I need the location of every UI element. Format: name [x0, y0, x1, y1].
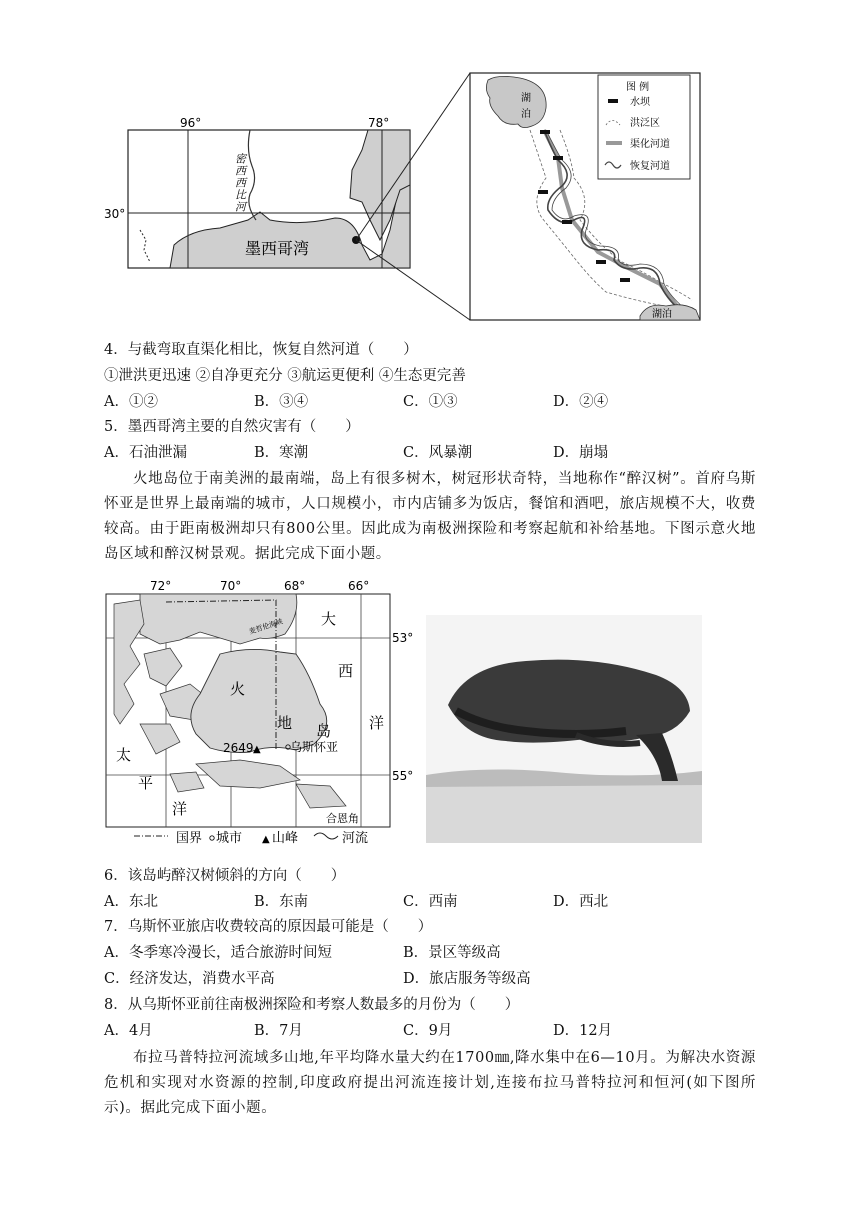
lat-53-label: 53°	[392, 631, 414, 645]
lon-68-label: 68°	[284, 579, 306, 593]
lon-70-label: 70°	[220, 579, 242, 593]
drunken-tree-photo	[426, 615, 702, 843]
strait-label: 麦哲伦海峡	[248, 617, 284, 636]
q8-options	[104, 1021, 784, 1041]
gulf-label: 墨西哥湾	[245, 239, 310, 258]
q4-stem: 4．与截弯取直渠化相比，恢复自然河道（ ）	[104, 342, 418, 358]
passage-brahmaputra: 布拉马普特拉河流域多山地,年平均降水量大约在1700㎜,降水集中在6—10月。为解决水资源危机和实现对水资源的控制,印度政府提出河流连接计划,连接布拉马普特拉河和恒河(如下图所示)。据此完成下面小题。	[104, 1050, 756, 1116]
lon-78-label: 78°	[368, 116, 390, 130]
q5-option-d[interactable]: D．崩塌	[553, 445, 609, 461]
pacific-yang: 洋	[172, 800, 188, 818]
q6-option-b[interactable]: B．东南	[254, 894, 309, 910]
q4-option-b[interactable]: B．③④	[254, 394, 309, 410]
q7-options-row2	[104, 969, 784, 989]
lake-bottom-label: 湖泊	[652, 309, 672, 320]
legend-channel: 渠化河道	[630, 139, 670, 150]
pacific-ping: 平	[138, 774, 154, 792]
lat-55-label: 55°	[392, 769, 414, 783]
q8-option-c[interactable]: C．9月	[403, 1023, 453, 1039]
q7-stem: 7．乌斯怀亚旅店收费较高的原因最可能是（ ）	[104, 919, 433, 935]
q8-option-d[interactable]: D．12月	[553, 1023, 613, 1039]
q6-stem: 6．该岛屿醉汉树倾斜的方向（ ）	[104, 868, 346, 884]
q5-option-c[interactable]: C．风暴潮	[403, 445, 473, 461]
legend-city-icon	[210, 836, 214, 840]
q4-option-d[interactable]: D．②④	[553, 394, 609, 410]
passage-tierra-del-fuego: 火地岛位于南美洲的最南端，岛上有很多树木，树冠形状奇特，当地称作“醉汉树”。首府乌斯怀亚是世界上最南端的城市，人口规模小，市内店铺多为饭店，餐馆和酒吧，旅店规模不大，收费较高。由于距南极洲却只有800公里。因此成为南极洲探险和考察起航和补给基地。下图示意火地岛区域和醉汉树景观。据此完成下面小题。	[104, 471, 756, 562]
city-label: 乌斯怀亚	[290, 740, 339, 754]
q7-options-row1	[104, 943, 784, 963]
river-label	[233, 153, 247, 213]
q4-options	[104, 392, 784, 412]
island-dao: 岛	[316, 722, 332, 740]
legend-river-icon	[314, 833, 338, 839]
atlantic-xi: 西	[338, 662, 354, 680]
gulf-of-mexico-map	[100, 70, 720, 328]
q6-option-a[interactable]: A．东北	[104, 894, 158, 910]
q5-option-a[interactable]: A．石油泄漏	[104, 445, 187, 461]
legend-dam: 水坝	[630, 97, 650, 108]
peak-label: 2649	[223, 741, 254, 755]
q4-items: ①泄洪更迅速 ②自净更充分 ③航运更便利 ④生态更完善	[104, 368, 466, 384]
q5-option-b[interactable]: B．寒潮	[254, 445, 309, 461]
q5-stem: 5．墨西哥湾主要的自然灾害有（ ）	[104, 419, 360, 435]
q7-option-d[interactable]: D．旅店服务等级高	[403, 971, 531, 987]
island-di: 地	[277, 714, 293, 732]
cape-label: 合恩角	[326, 812, 359, 825]
river-label-text: 密西西比河	[233, 153, 247, 213]
lon-72-label: 72°	[150, 579, 172, 593]
atlantic-da: 大	[321, 610, 337, 628]
legend-border: 国界	[176, 831, 203, 846]
legend-river: 河流	[342, 831, 369, 846]
peak-icon: ▲	[253, 744, 261, 755]
legend-peak-icon: ▲	[262, 834, 270, 845]
q7-option-c[interactable]: C．经济发达，消费水平高	[104, 971, 275, 987]
legend-title: 图 例	[626, 82, 650, 93]
legend-city: 城市	[216, 831, 243, 846]
q4-option-a[interactable]: A．①②	[104, 394, 158, 410]
lon-96-label: 96°	[180, 116, 202, 130]
q6-option-c[interactable]: C．西南	[403, 894, 458, 910]
q7-option-b[interactable]: B．景区等级高	[403, 945, 501, 961]
q8-option-a[interactable]: A．4月	[104, 1023, 153, 1039]
q8-stem: 8．从乌斯怀亚前往南极洲探险和考察人数最多的月份为（ ）	[104, 997, 520, 1013]
q5-options	[104, 443, 784, 463]
q6-option-d[interactable]: D．西北	[553, 894, 609, 910]
legend-restored: 恢复河道	[630, 161, 670, 172]
island-huo: 火	[230, 680, 246, 698]
q6-options	[104, 892, 784, 912]
pacific-tai: 太	[116, 746, 132, 764]
q7-option-a[interactable]: A．冬季寒冷漫长，适合旅游时间短	[104, 945, 332, 961]
q4-option-c[interactable]: C．①③	[403, 394, 458, 410]
legend-flood: 洪泛区	[630, 118, 660, 129]
lake-top-label: 湖泊	[518, 92, 530, 124]
atlantic-yang: 洋	[369, 714, 385, 732]
q8-option-b[interactable]: B．7月	[254, 1023, 303, 1039]
legend-peak: 山峰	[272, 831, 299, 846]
lon-66-label: 66°	[348, 579, 370, 593]
lat-30-label: 30°	[104, 207, 126, 221]
tierra-del-fuego-map	[100, 574, 420, 850]
